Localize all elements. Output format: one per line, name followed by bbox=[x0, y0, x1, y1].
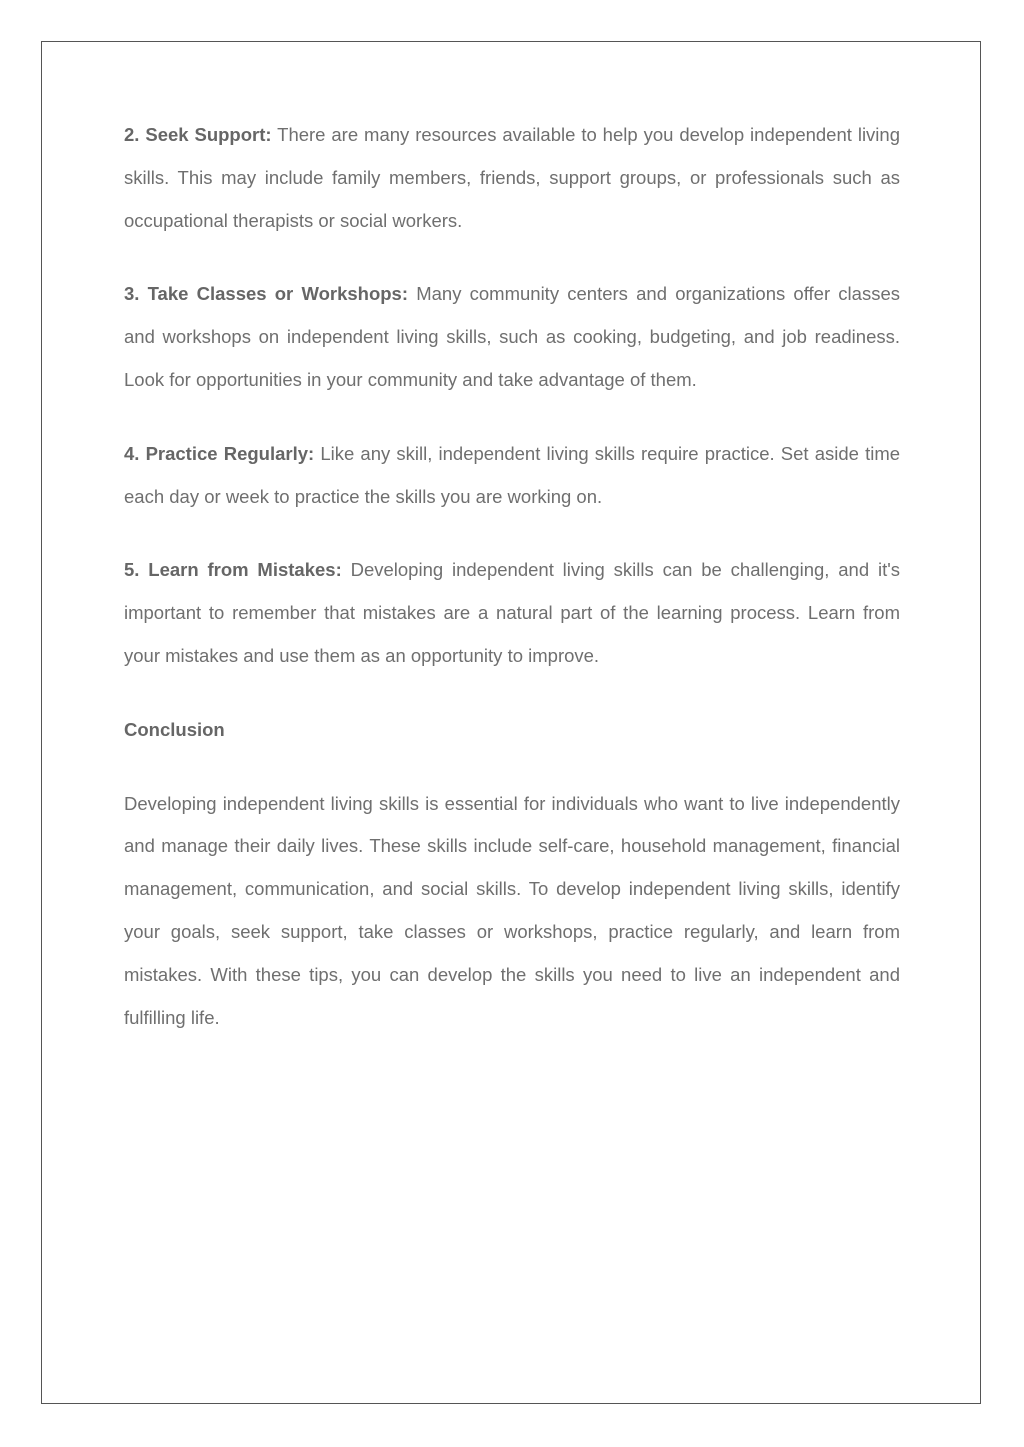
tip-text: Many community centers and organizations offer classes and workshops on independent living skills, such as cooking, budgeting, and job readiness. Look for opportunities in your community and take advantage of them. bbox=[124, 283, 900, 390]
tip-text: There are many resources available to help you develop independent living skills. This may include family members, friends, support groups, or professionals such as occupational therapists or social workers. bbox=[124, 124, 900, 231]
tip-lead: 2. Seek Support: bbox=[124, 124, 272, 145]
tip-lead: 3. Take Classes or Workshops: bbox=[124, 283, 408, 305]
tip-text: Like any skill, independent living skills require practice. Set aside time each day or week to practice the skills you are working on. bbox=[124, 442, 901, 507]
tip-practice-regularly bbox=[124, 433, 900, 519]
tip-lead: 5. Learn from Mistakes: bbox=[124, 559, 342, 581]
tip-seek-support bbox=[124, 114, 900, 242]
conclusion-heading: Conclusion bbox=[124, 718, 225, 740]
document-body bbox=[124, 114, 900, 1070]
tip-take-classes bbox=[124, 273, 900, 401]
tip-text: Developing independent living skills can be challenging, and it's important to remember that mistakes are a natural part of the learning process. Learn from your mistakes and use them as an opportunity to improve. bbox=[124, 559, 900, 666]
tip-lead: 4. Practice Regularly: bbox=[124, 442, 315, 464]
conclusion-paragraph: Developing independent living skills is essential for individuals who want to live independently and manage their daily lives. These skills include self-care, household management, financial management, communication, and social skills. To develop independent living skills, identify your goals, seek support, take classes or workshops, practice regularly, and learn from mistakes. With these tips, you can develop the skills you need to live an independent and fulfilling life. bbox=[124, 792, 900, 1028]
tip-learn-from-mistakes bbox=[124, 549, 900, 677]
